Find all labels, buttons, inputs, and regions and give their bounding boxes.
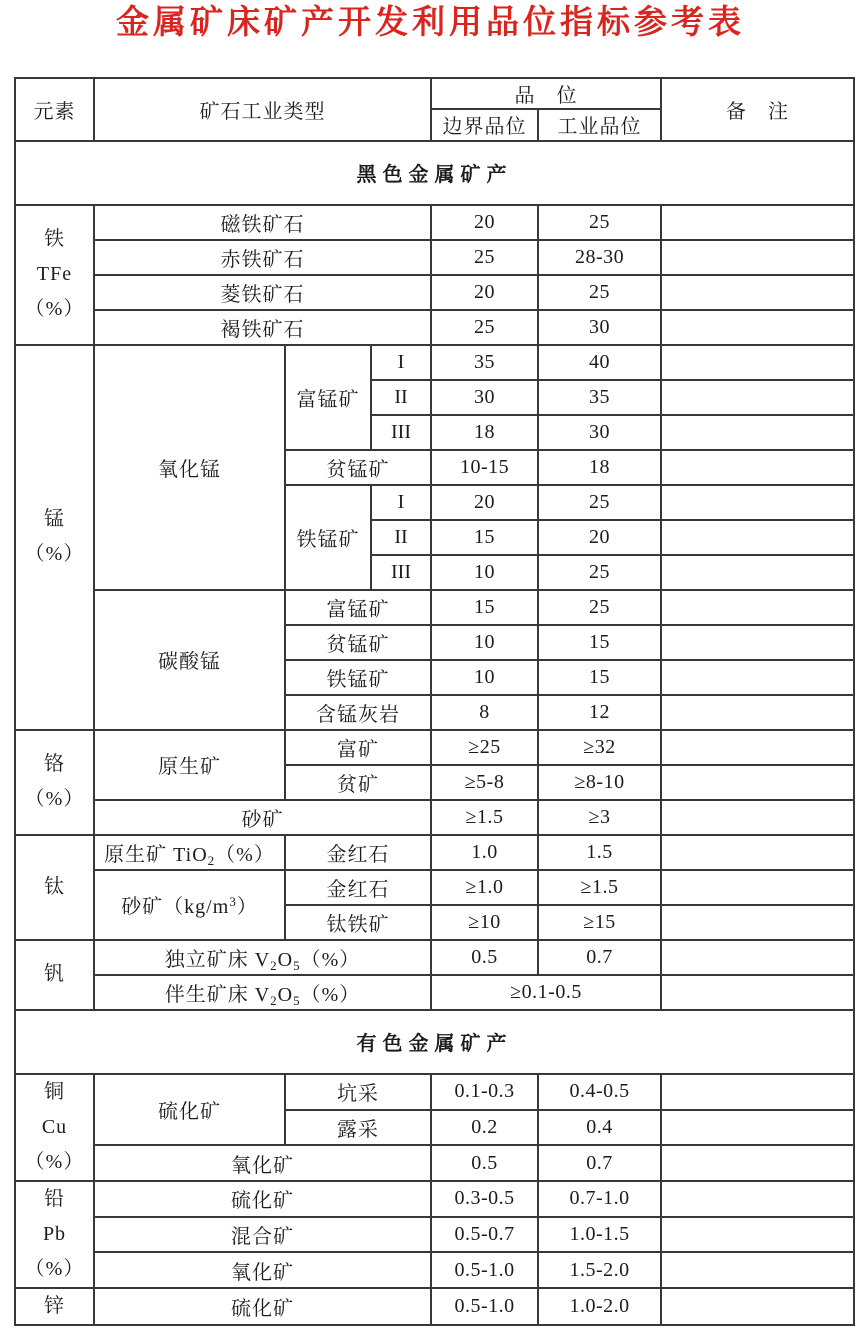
- remark-cell: [661, 765, 854, 800]
- grade-value-cell: 0.3-0.5: [431, 1181, 538, 1217]
- grade-value-cell: 0.1-0.3: [431, 1074, 538, 1110]
- remark-cell: [661, 870, 854, 905]
- remark-cell: [661, 240, 854, 275]
- grade-value-cell: 20: [431, 205, 538, 240]
- grade-value-cell: 12: [538, 695, 661, 730]
- remark-cell: [661, 660, 854, 695]
- remark-cell: [661, 555, 854, 590]
- grade-value-cell: 30: [538, 310, 661, 345]
- remark-cell: [661, 415, 854, 450]
- grade-value-cell: 0.4-0.5: [538, 1074, 661, 1110]
- ore-type-cell: 贫锰矿: [285, 450, 431, 485]
- grade-value-cell: 35: [538, 380, 661, 415]
- grade-value-cell: 0.7: [538, 940, 661, 975]
- grade-value-cell: 20: [538, 520, 661, 555]
- ore-type-cell: 氧化矿: [94, 1145, 431, 1181]
- grade-value-cell: ≥1.5: [538, 870, 661, 905]
- table-row: [15, 275, 854, 310]
- table-row: [15, 1252, 854, 1288]
- ore-type-cell: 富锰矿: [285, 590, 431, 625]
- ore-type-cell: 铁锰矿: [285, 485, 371, 590]
- header-industrial-grade: 工业品位: [538, 109, 661, 141]
- grade-value-cell: 25: [538, 555, 661, 590]
- table-row: [15, 205, 854, 240]
- remark-cell: [661, 485, 854, 520]
- ore-type-cell: 氧化锰: [94, 345, 285, 590]
- element-cell: 锌: [15, 1288, 94, 1325]
- table-row: [15, 1145, 854, 1181]
- grade-value-cell: 1.5-2.0: [538, 1252, 661, 1288]
- class-numeral-cell: II: [371, 520, 431, 555]
- grade-value-cell: 1.0-2.0: [538, 1288, 661, 1325]
- grade-value-cell: 0.5: [431, 1145, 538, 1181]
- remark-cell: [661, 1217, 854, 1253]
- element-cell: 铬 （%）: [15, 730, 94, 835]
- remark-cell: [661, 345, 854, 380]
- grade-value-cell: ≥25: [431, 730, 538, 765]
- grade-value-cell: 18: [538, 450, 661, 485]
- grade-value-cell: 0.5-1.0: [431, 1252, 538, 1288]
- grade-reference-table: [14, 77, 855, 1326]
- class-numeral-cell: III: [371, 415, 431, 450]
- ore-type-cell: 含锰灰岩: [285, 695, 431, 730]
- element-cell: 铅 Pb （%）: [15, 1181, 94, 1288]
- grade-value-cell: 25: [538, 205, 661, 240]
- ore-type-cell: 铁锰矿: [285, 660, 431, 695]
- grade-value-cell: ≥15: [538, 905, 661, 940]
- remark-cell: [661, 1145, 854, 1181]
- grade-value-cell: 25: [431, 240, 538, 275]
- remark-cell: [661, 730, 854, 765]
- ore-type-cell: 独立矿床 $V_2O_5(\%)$: [94, 940, 431, 975]
- grade-value-cell: 20: [431, 275, 538, 310]
- ore-type-cell: 原生矿: [94, 730, 285, 800]
- grade-value-cell: 30: [431, 380, 538, 415]
- header-ore-type: 矿石工业类型: [94, 78, 431, 141]
- grade-value-cell: 15: [431, 590, 538, 625]
- grade-value-cell: 10: [431, 625, 538, 660]
- table-row: [15, 975, 854, 1010]
- table-row: [15, 730, 854, 765]
- remark-cell: [661, 1252, 854, 1288]
- grade-value-cell: 0.5-0.7: [431, 1217, 538, 1253]
- class-numeral-cell: III: [371, 555, 431, 590]
- grade-value-cell: ≥1.0: [431, 870, 538, 905]
- table-row: [15, 835, 854, 870]
- section-header: 黑色金属矿产: [15, 141, 854, 205]
- ore-type-cell: 贫矿: [285, 765, 431, 800]
- grade-value-cell: 25: [538, 590, 661, 625]
- element-cell: 铜 Cu （%）: [15, 1074, 94, 1181]
- ore-type-cell: 砂矿: [94, 800, 431, 835]
- table-row: [15, 1288, 854, 1325]
- grade-value-cell: 1.5: [538, 835, 661, 870]
- grade-value-cell: 20: [431, 485, 538, 520]
- remark-cell: [661, 1074, 854, 1110]
- remark-cell: [661, 800, 854, 835]
- page-title: 金属矿床矿产开发利用品位指标参考表: [116, 3, 745, 40]
- table-row: [15, 1181, 854, 1217]
- ore-type-cell: 富锰矿: [285, 345, 371, 450]
- grade-value-cell: 0.5: [431, 940, 538, 975]
- table-row: [15, 590, 854, 625]
- grade-value-cell: 18: [431, 415, 538, 450]
- ore-type-cell: 露采: [285, 1110, 431, 1146]
- element-cell: 钛: [15, 835, 94, 940]
- remark-cell: [661, 520, 854, 555]
- header-grade: 品 位: [431, 78, 661, 109]
- ore-type-cell: 原生矿 TiO$_2$（%）: [94, 835, 285, 870]
- class-numeral-cell: I: [371, 345, 431, 380]
- ore-type-cell: 碳酸锰: [94, 590, 285, 730]
- remark-cell: [661, 275, 854, 310]
- remark-cell: [661, 450, 854, 485]
- grade-value-cell: 0.5-1.0: [431, 1288, 538, 1325]
- grade-value-cell: 35: [431, 345, 538, 380]
- remark-cell: [661, 1110, 854, 1146]
- grade-value-cell: 0.4: [538, 1110, 661, 1146]
- grade-value-cell: 0.7-1.0: [538, 1181, 661, 1217]
- table-row: [15, 1217, 854, 1253]
- remark-cell: [661, 310, 854, 345]
- grade-value-cell: ≥8-10: [538, 765, 661, 800]
- table-row: [15, 800, 854, 835]
- header-remark: 备 注: [661, 78, 854, 141]
- remark-cell: [661, 1288, 854, 1325]
- ore-type-cell: 贫锰矿: [285, 625, 431, 660]
- grade-value-cell: 8: [431, 695, 538, 730]
- table-body: [15, 141, 854, 1325]
- remark-cell: [661, 625, 854, 660]
- section-row: [15, 1010, 854, 1074]
- grade-value-cell: 0.2: [431, 1110, 538, 1146]
- remark-cell: [661, 975, 854, 1010]
- element-cell: 钒: [15, 940, 94, 1010]
- grade-value-cell: 10: [431, 660, 538, 695]
- grade-value-cell: ≥3: [538, 800, 661, 835]
- ore-type-cell: 钛铁矿: [285, 905, 431, 940]
- grade-value-cell: 25: [538, 275, 661, 310]
- class-numeral-cell: I: [371, 485, 431, 520]
- ore-type-cell: 赤铁矿石: [94, 240, 431, 275]
- grade-value-cell: 15: [431, 520, 538, 555]
- grade-value-cell: ≥1.5: [431, 800, 538, 835]
- section-header: 有色金属矿产: [15, 1010, 854, 1074]
- ore-type-cell: 硫化矿: [94, 1181, 431, 1217]
- ore-type-cell: 硫化矿: [94, 1074, 285, 1145]
- table-row: [15, 1074, 854, 1110]
- ore-type-cell: 金红石: [285, 835, 431, 870]
- table-row: [15, 940, 854, 975]
- grade-value-cell: ≥5-8: [431, 765, 538, 800]
- ore-type-cell: 菱铁矿石: [94, 275, 431, 310]
- ore-type-cell: 坑采: [285, 1074, 431, 1110]
- grade-value-cell: 25: [538, 485, 661, 520]
- element-cell: 铁 TFe （%）: [15, 205, 94, 345]
- ore-type-cell: 金红石: [285, 870, 431, 905]
- table-row: [15, 345, 854, 380]
- ore-type-cell: 硫化矿: [94, 1288, 431, 1325]
- ore-type-cell: 砂矿$(kg/m^3)$: [94, 870, 285, 940]
- grade-value-cell: 15: [538, 660, 661, 695]
- grade-value-cell: ≥0.1-0.5: [431, 975, 661, 1010]
- section-row: [15, 141, 854, 205]
- grade-value-cell: 1.0-1.5: [538, 1217, 661, 1253]
- table-row: [15, 310, 854, 345]
- grade-value-cell: 10: [431, 555, 538, 590]
- remark-cell: [661, 1181, 854, 1217]
- ore-type-cell: 伴生矿床 $V_2O_5(\%)$: [94, 975, 431, 1010]
- grade-value-cell: 10-15: [431, 450, 538, 485]
- class-numeral-cell: II: [371, 380, 431, 415]
- table-row: [15, 240, 854, 275]
- grade-value-cell: 1.0: [431, 835, 538, 870]
- grade-value-cell: ≥32: [538, 730, 661, 765]
- remark-cell: [661, 835, 854, 870]
- ore-type-cell: 富矿: [285, 730, 431, 765]
- grade-value-cell: 0.7: [538, 1145, 661, 1181]
- grade-value-cell: 25: [431, 310, 538, 345]
- header-element: 元素: [15, 78, 94, 141]
- remark-cell: [661, 905, 854, 940]
- ore-type-cell: 褐铁矿石: [94, 310, 431, 345]
- ore-type-cell: 混合矿: [94, 1217, 431, 1253]
- remark-cell: [661, 940, 854, 975]
- header-boundary-grade: 边界品位: [431, 109, 538, 141]
- remark-cell: [661, 380, 854, 415]
- ore-type-cell: 氧化矿: [94, 1252, 431, 1288]
- table-row: [15, 870, 854, 905]
- remark-cell: [661, 590, 854, 625]
- remark-cell: [661, 205, 854, 240]
- element-cell: 锰 （%）: [15, 345, 94, 730]
- grade-value-cell: 15: [538, 625, 661, 660]
- header-row-1: [15, 78, 854, 109]
- grade-value-cell: ≥10: [431, 905, 538, 940]
- grade-value-cell: 40: [538, 345, 661, 380]
- grade-value-cell: 30: [538, 415, 661, 450]
- grade-value-cell: 28-30: [538, 240, 661, 275]
- ore-type-cell: 磁铁矿石: [94, 205, 431, 240]
- remark-cell: [661, 695, 854, 730]
